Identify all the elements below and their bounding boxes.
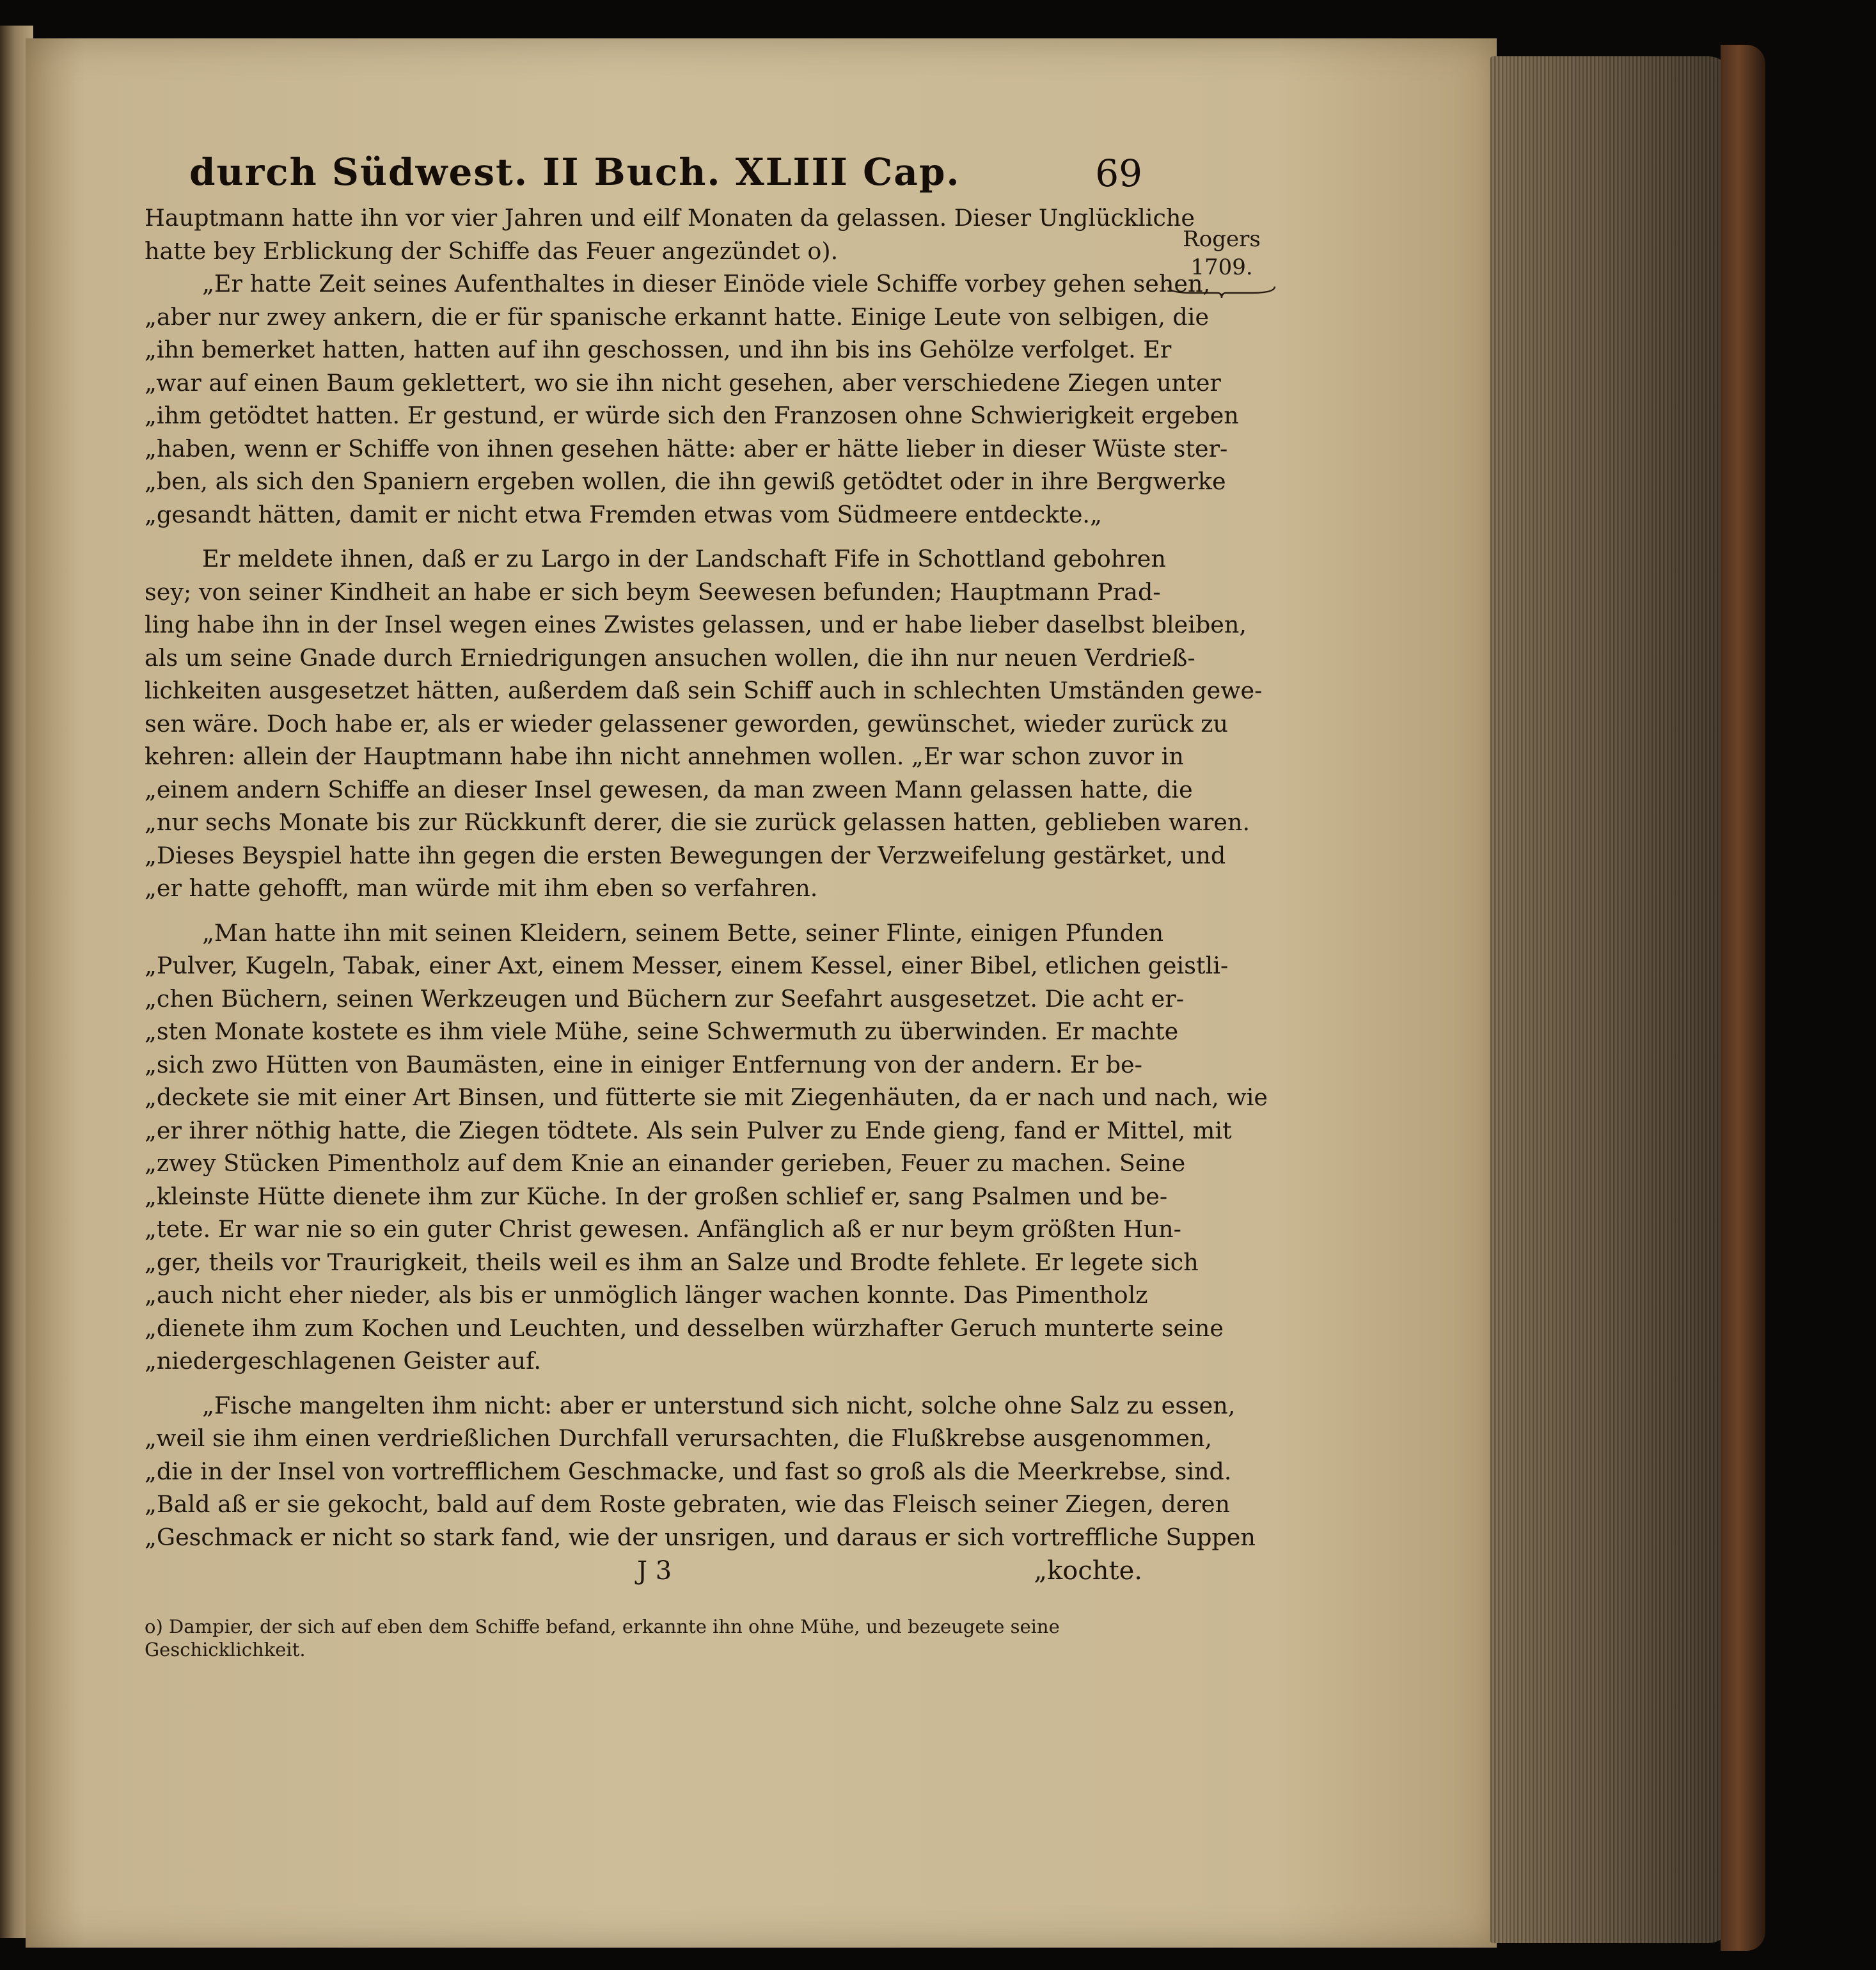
footnote-line: Geschicklichkeit.	[145, 1639, 306, 1660]
text-line: „kleinste Hütte dienete ihm zur Küche. In der großen schlief er, sang Psalmen und be-	[145, 1182, 1168, 1210]
text-line: „Er hatte Zeit seines Aufenthaltes in dieser Einöde viele Schiffe vorbey gehen sehen,	[202, 270, 1211, 297]
text-line: „auch nicht eher nieder, als bis er unmöglich länger wachen konnte. Das Pimentholz	[145, 1281, 1148, 1309]
text-line: sen wäre. Doch habe er, als er wieder gelassener geworden, gewünschet, wieder zurück zu	[145, 709, 1228, 737]
text-line: „Man hatte ihn mit seinen Kleidern, seinem Bette, seiner Flinte, einigen Pfunden	[202, 918, 1164, 947]
text-line: Er meldete ihnen, daß er zu Largo in der Landschaft Fife in Schottland gebohren	[202, 545, 1166, 572]
text-line: „ihn bemerket hatten, hatten auf ihn geschossen, und ihn bis ins Gehölze verfolget. Er	[145, 336, 1172, 363]
text-line: „er hatte gehofft, man würde mit ihm eben so verfahren.	[145, 874, 818, 902]
paragraph	[145, 267, 1239, 531]
text-line: „ihm getödtet hatten. Er gestund, er würde sich den Franzosen ohne Schwierigkeit ergeben	[145, 402, 1239, 429]
book-cover-edge	[1721, 45, 1765, 1951]
text-line: „deckete sie mit einer Art Binsen, und fütterte sie mit Ziegenhäuten, da er nach und nach, wie	[145, 1084, 1268, 1111]
text-line: „ben, als sich den Spaniern ergeben wollen, die ihn gewiß getödtet oder in ihre Bergwerke	[145, 468, 1226, 495]
text-line: „zwey Stücken Pimentholz auf dem Knie an einander gerieben, Feuer zu machen. Seine	[145, 1149, 1186, 1177]
catchword: „kochte.	[1034, 1556, 1142, 1586]
margin-note	[1164, 225, 1279, 299]
text-line: „war auf einen Baum geklettert, wo sie ihn nicht gesehen, aber verschiedene Ziegen unter	[145, 368, 1221, 397]
page-fore-edge	[1490, 56, 1733, 1943]
text-line: lichkeiten ausgesetzet hätten, außerdem daß sein Schiff auch in schlechten Umständen gewe-	[145, 677, 1263, 704]
text-line: hatte bey Erblickung der Schiffe das Feuer angezündet o).	[145, 237, 839, 265]
text-line: „sten Monate kostete es ihm viele Mühe, seine Schwermuth zu überwinden. Er machte	[145, 1018, 1179, 1045]
text-line: „einem andern Schiffe an dieser Insel gewesen, da man zween Mann gelassen hatte, die	[145, 775, 1193, 803]
signature-mark: J 3	[637, 1556, 672, 1586]
text-line: „weil sie ihm einen verdrießlichen Durchfall verursachten, die Flußkrebse ausgenommen,	[145, 1424, 1213, 1452]
text-line: „gesandt hätten, damit er nicht etwa Fremden etwas vom Südmeere entdeckte.„	[145, 500, 1102, 528]
text-line: „nur sechs Monate bis zur Rückkunft derer, die sie zurück gelassen hatten, geblieben waren.	[145, 808, 1250, 836]
signature-line	[145, 1554, 1142, 1589]
paragraph	[145, 1389, 1256, 1554]
running-head	[145, 131, 1142, 201]
text-line: „sich zwo Hütten von Baumästen, eine in einiger Entfernung von der andern. Er be-	[145, 1050, 1142, 1078]
footnote-line: o) Dampier, der sich auf eben dem Schiffe befand, erkannte ihn ohne Mühe, und bezeugete seine	[145, 1616, 1060, 1637]
footnote	[145, 1615, 1142, 1661]
text-line: „er ihrer nöthig hatte, die Ziegen tödtete. Als sein Pulver zu Ende gieng, fand er Mittel, mit	[145, 1116, 1232, 1144]
text-line: „dienete ihm zum Kochen und Leuchten, und desselben würzhafter Geruch munterte seine	[145, 1314, 1224, 1342]
text-line: „haben, wenn er Schiffe von ihnen gesehen hätte: aber er hätte lieber in dieser Wüste ster-	[145, 434, 1228, 462]
text-line: „chen Büchern, seinen Werkzeugen und Büchern zur Seefahrt ausgesetzet. Die acht er-	[145, 984, 1185, 1013]
text-line: „Bald aß er sie gekocht, bald auf dem Roste gebraten, wie das Fleisch seiner Ziegen, deren	[145, 1490, 1231, 1518]
margin-note-year: 1709.	[1190, 255, 1253, 280]
text-line: „Pulver, Kugeln, Tabak, einer Axt, einem Messer, einem Kessel, einer Bibel, etlichen geistli-	[145, 952, 1229, 979]
page-number: 69	[1095, 152, 1142, 195]
margin-note-name: Rogers	[1183, 226, 1261, 252]
text-line: „aber nur zwey ankern, die er für spanische erkannt hatte. Einige Leute von selbigen, die	[145, 303, 1210, 331]
paragraph	[145, 917, 1268, 1378]
text-line: kehren: allein der Hauptmann habe ihn nicht annehmen wollen. „Er war schon zuvor in	[145, 743, 1184, 770]
text-line: „niedergeschlagenen Geister auf.	[145, 1347, 541, 1375]
paragraph	[145, 201, 1195, 267]
text-line: „Dieses Beyspiel hatte ihn gegen die ersten Bewegungen der Verzweifelung gestärket, und	[145, 841, 1226, 869]
paragraph	[145, 542, 1263, 905]
text-line: „tete. Er war nie so ein guter Christ gewesen. Anfänglich aß er nur beym größten Hun-	[145, 1215, 1181, 1243]
text-line: als um seine Gnade durch Erniedrigungen ansuchen wollen, die ihn nur neuen Verdrieß-	[145, 643, 1195, 672]
text-line: „Fische mangelten ihm nicht: aber er unterstund sich nicht, solche ohne Salz zu essen,	[202, 1391, 1236, 1419]
running-head-title: durch Südwest. II Buch. XLIII Cap.	[189, 150, 961, 194]
text-line: „Geschmack er nicht so stark fand, wie der unsrigen, und daraus er sich vortreffliche Suppen	[145, 1523, 1256, 1551]
text-line: „die in der Insel von vortrefflichem Geschmacke, und fast so groß als die Meerkrebse, sind.	[145, 1457, 1232, 1485]
text-line: sey; von seiner Kindheit an habe er sich beym Seewesen befunden; Hauptmann Prad-	[145, 578, 1161, 606]
margin-brace-icon	[1167, 285, 1276, 299]
text-line: „ger, theils vor Traurigkeit, theils weil es ihm an Salze und Brodte fehlete. Er legete sich	[145, 1248, 1199, 1276]
text-line: Hauptmann hatte ihn vor vier Jahren und eilf Monaten da gelassen. Dieser Unglückliche	[145, 204, 1195, 232]
text-line: ling habe ihn in der Insel wegen eines Zwistes gelassen, und er habe lieber daselbst bleiben,	[145, 611, 1247, 638]
